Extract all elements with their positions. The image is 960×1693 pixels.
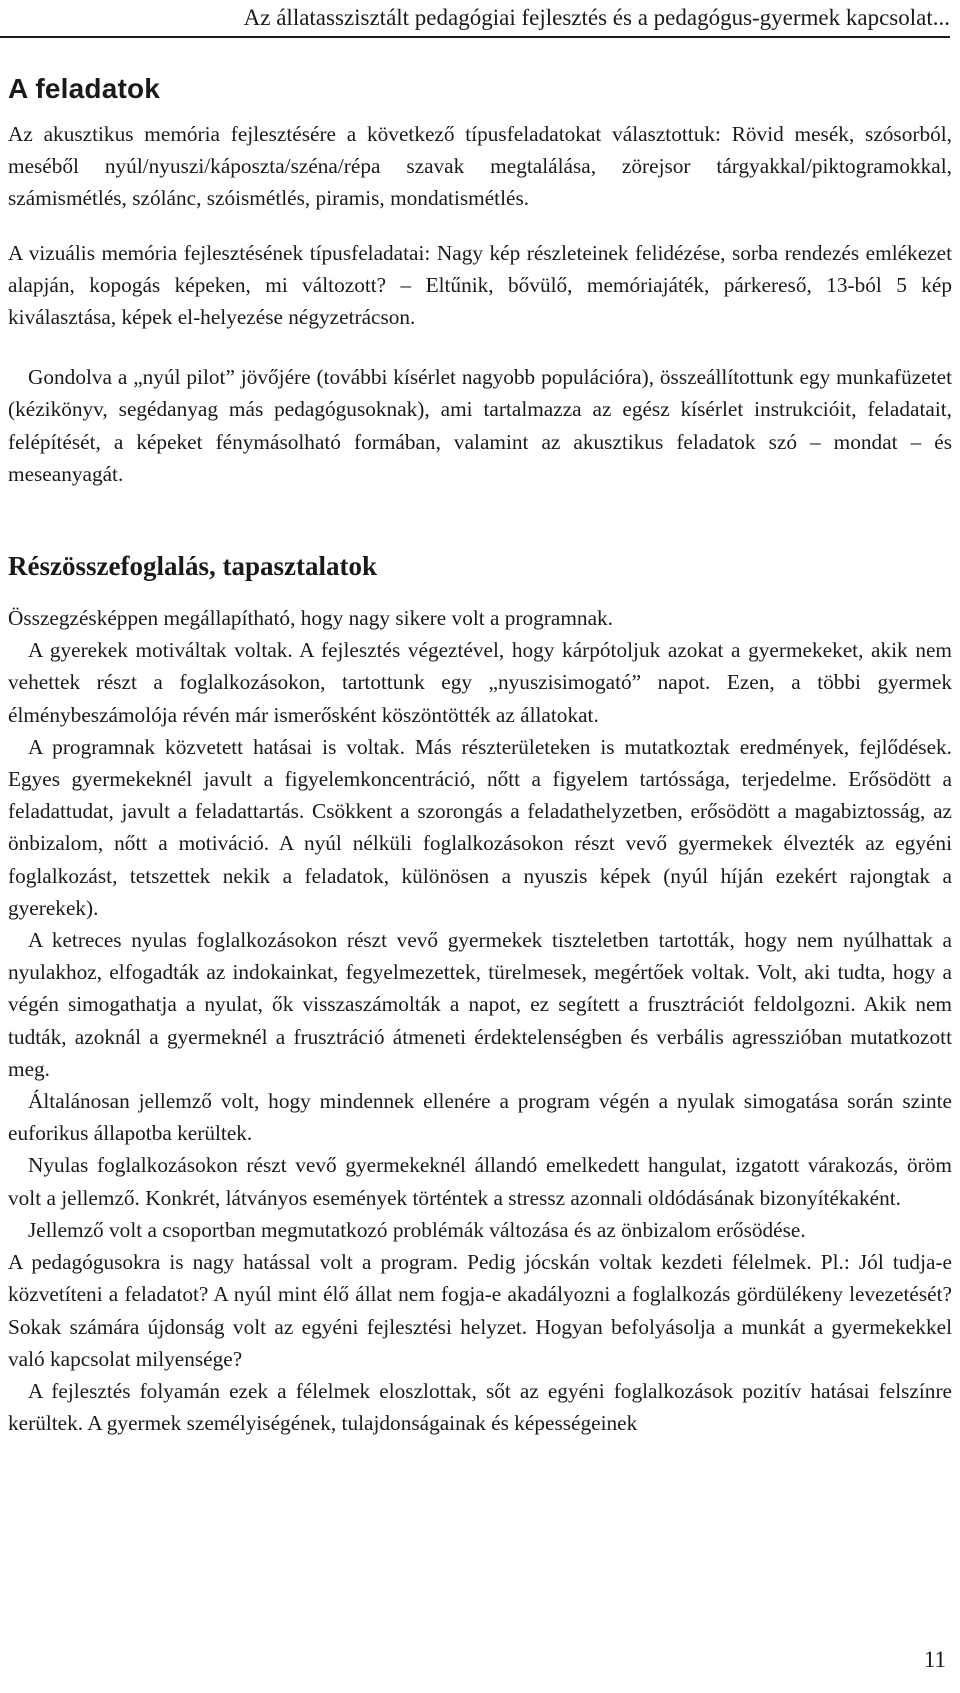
paragraph-summary-8: A pedagógusokra is nagy hatással volt a program. Pedig jócskán voltak kezdeti félelmek. Pl.: Jól tudja-e közvetíteni a feladatot? A nyúl mint élő állat nem fogja-e akadályozni a foglalkozás gördülékeny levezetését? Sokak számára újdonság volt az egyéni fejlesztési helyzet. Hogyan befolyásolja a munkát a gyermekekkel való kapcsolat milyensége? [8,1250,952,1371]
paragraph-summary-6: Nyulas foglalkozásokon részt vevő gyermekeknél állandó emelkedett hangulat, izgatott várakozás, öröm volt a jellemző. Konkrét, látványos események történtek a stressz azonnali oldódásának bizonyítékaként. [8,1153,952,1210]
paragraph-summary-3: A programnak közvetett hatásai is voltak. Más részterületeken is mutatkoztak eredmények, fejlődések. Egyes gyermekeknél javult a figyelemkoncentráció, nőtt a figyelem tartóssága, terjedelme. Erősödött a feladattudat, javult a feladattartás. Csökkent a szorongás a feladathelyzetben, erősödött a magabiztosság, az önbizalom, nőtt a motiváció. A nyúl nélküli foglalkozásokon részt vevő gyermekek élvezték az egyéni foglalkozást, tetszettek nekik a feladatok, különösen a nyuszis képek (nyúl híján ezekért rajongtak a gyerekek). [8,734,952,920]
paragraph-summary-7: Jellemző volt a csoportban megmutatkozó problémák változása és az önbizalom erősödése. [28,1217,806,1242]
section-title-summary: Részösszefoglalás, tapasztalatok [8,551,377,582]
page-number: 11 [923,1647,946,1672]
paragraph-summary-5: Általánosan jellemző volt, hogy mindennek ellenére a program végén a nyulak simogatása során szinte euforikus állapotba kerültek. [8,1089,952,1146]
page-body [8,72,952,1439]
paragraph-visual-memory: A vizuális memória fejlesztésének típusfeladatai: Nagy kép részleteinek felidézése, sorba rendezés emlékezet alapján, kopogás képeken, mi változott? – Eltűnik, bővülő, memóriajáték, párkereső, 13-ból 5 kép kiválasztása, képek el-helyezése négyzetrácson. [8,240,952,330]
paragraph-summary-2: A gyerekek motiváltak voltak. A fejlesztés végeztével, hogy kárpótoljuk azokat a gyermekeket, akik nem vehettek részt a foglalkozásokon, tartottunk egy „nyuszisimogató” napot. Ezen, a többi gyermek élménybeszámolója révén már ismerősként köszöntötték az állatokat. [8,638,952,727]
paragraph-acoustic-memory: Az akusztikus memória fejlesztésére a következő típusfeladatokat választottuk: Rövid mesék, szósorból, meséből nyúl/nyuszi/káposzta/széna/répa szavak megtalálása, zörejsor tárgyakkal/piktogramokkal, számismétlés, szólánc, szóismétlés, piramis, mondatismétlés. [8,122,952,211]
section-title-feladatok: A feladatok [8,73,161,104]
paragraph-summary-1: Összegzésképpen megállapítható, hogy nagy sikere volt a programnak. [8,606,613,631]
paragraph-workbook: Gondolva a „nyúl pilot” jövőjére (további kísérlet nagyobb populációra), összeállítottunk egy munkafüzetet (kézikönyv, segédanyag más pedagógusoknak), ami tartalmazza az egész kísérlet instrukcióit, feladatait, felépítését, a képeket fénymásolható formában, valamint az akusztikus feladatok szó – mondat – és meseanyagát. [8,365,952,486]
header-rule [0,36,950,38]
paragraph-summary-4: A ketreces nyulas foglalkozásokon részt vevő gyermekek tiszteletben tartották, hogy nem nyúlhattak a nyulakhoz, elfogadták az indokainkat, fegyelmezettek, türelmesek, megértőek voltak. Volt, aki tudta, hogy a végén simogathatja a nyulat, ők visszaszámolták a napot, ez segített a frusztrációt feldolgozni. Akik nem tudták, azoknál a gyermeknél a frusztráció átmeneti érdektelenségben és verbális agresszióban mutatkozott meg. [8,928,952,1081]
paragraph-summary-9: A fejlesztés folyamán ezek a félelmek eloszlottak, sőt az egyéni foglalkozások pozitív hatásai felszínre kerültek. A gyermek személyiségének, tulajdonságainak és képességeinek [8,1378,952,1436]
running-head: Az állatasszisztált pedagógiai fejlesztés és a pedagógus-gyermek kapcsolat... [243,5,950,30]
